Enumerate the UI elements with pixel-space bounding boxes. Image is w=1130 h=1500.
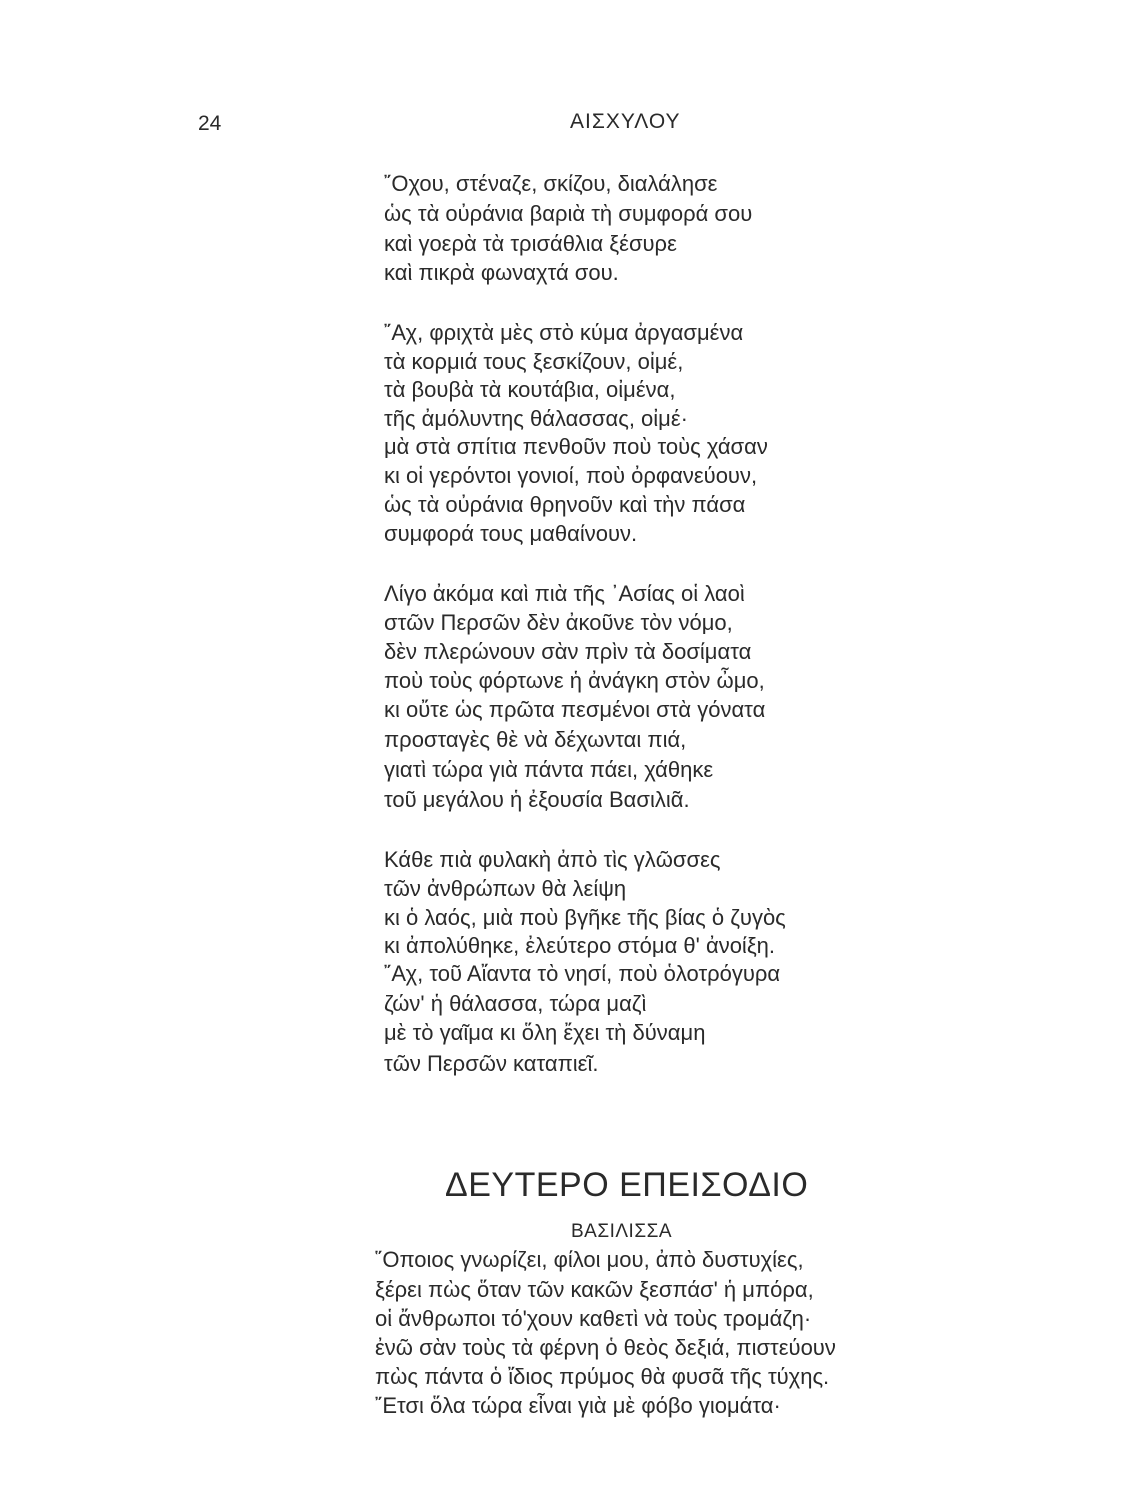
- verse-line: καὶ πικρὰ φωναχτά σου.: [384, 260, 619, 285]
- section-title: ΔΕΥΤΕΡΟ ΕΠΕΙΣΟΔΙΟ: [445, 1166, 809, 1204]
- verse-line: τῶν ἀνθρώπων θὰ λείψη: [384, 876, 627, 901]
- verse-line: ὡς τὰ οὐράνια θρηνοῦν καὶ τὴν πάσα: [384, 492, 746, 517]
- verse-line: ζών' ἡ θάλασσα, τώρα μαζὶ: [384, 991, 647, 1016]
- verse-line: τὰ βουβὰ τὰ κουτάβια, οἰμένα,: [384, 377, 676, 402]
- verse-line: ῎Αχ, φριχτὰ μὲς στὸ κύμα ἀργασμένα: [384, 320, 744, 345]
- verse-line: συμφορά τους μαθαίνουν.: [384, 521, 638, 546]
- verse-line: κι ὁ λαός, μιὰ ποὺ βγῆκε τῆς βίας ὁ ζυγὸς: [384, 905, 786, 930]
- verse-line: ῞Οποιος γνωρίζει, φίλοι μου, ἀπὸ δυστυχίες,: [375, 1247, 804, 1272]
- verse-line: τῶν Περσῶν καταπιεῖ.: [384, 1051, 599, 1076]
- verse-line: κι οὔτε ὡς πρῶτα πεσμένοι στὰ γόνατα: [384, 697, 766, 722]
- running-head: ΑΙΣΧΥΛΟΥ: [570, 110, 681, 133]
- verse-line: ῎Αχ, τοῦ Αἴαντα τὸ νησί, ποὺ ὁλοτρόγυρα: [384, 961, 781, 986]
- verse-line: Κάθε πιὰ φυλακὴ ἀπὸ τὶς γλῶσσες: [384, 847, 721, 872]
- verse-line: γιατὶ τώρα γιὰ πάντα πάει, χάθηκε: [384, 757, 714, 782]
- verse-line: δὲν πλερώνουν σὰν πρὶν τὰ δοσίματα: [384, 639, 752, 664]
- verse-line: κι οἱ γερόντοι γονιοί, ποὺ ὀρφανεύουν,: [384, 463, 758, 488]
- verse-line: τὰ κορμιά τους ξεσκίζουν, οἰμέ,: [384, 349, 684, 374]
- verse-line: στῶν Περσῶν δὲν ἀκοῦνε τὸν νόμο,: [384, 610, 733, 635]
- verse-line: Λίγο ἀκόμα καὶ πιὰ τῆς ᾿Ασίας οἱ λαοὶ: [384, 581, 745, 606]
- verse-line: καὶ γοερὰ τὰ τρισάθλια ξέσυρε: [384, 231, 677, 256]
- verse-line: ῎Οχου, στέναζε, σκίζου, διαλάλησε: [384, 171, 718, 196]
- verse-line: τοῦ μεγάλου ἡ ἐξουσία Βασιλιᾶ.: [384, 787, 690, 812]
- verse-line: μὰ στὰ σπίτια πενθοῦν ποὺ τοὺς χάσαν: [384, 434, 768, 459]
- verse-line: τῆς ἀμόλυντης θάλασσας, οἰμέ·: [384, 406, 688, 431]
- verse-line: κι ἀπολύθηκε, ἐλεύτερο στόμα θ' ἀνοίξη.: [384, 933, 776, 958]
- verse-line: ξέρει πὼς ὅταν τῶν κακῶν ξεσπάσ' ἡ μπόρα,: [375, 1277, 814, 1302]
- verse-line: ποὺ τοὺς φόρτωνε ἡ ἀνάγκη στὸν ὦμο,: [384, 668, 765, 693]
- verse-line: οἱ ἄνθρωποι τό'χουν καθετὶ νὰ τοὺς τρομάζη·: [375, 1306, 812, 1331]
- verse-line: μὲ τὸ γαῖμα κι ὅλη ἔχει τὴ δύναμη: [384, 1020, 706, 1045]
- verse-line: ὡς τὰ οὐράνια βαριὰ τὴ συμφορά σου: [384, 201, 753, 226]
- verse-line: πὼς πάντα ὁ ἴδιος πρύμος θὰ φυσᾶ τῆς τύχης.: [375, 1364, 830, 1389]
- verse-line: προσταγὲς θὲ νὰ δέχωνται πιά,: [384, 727, 687, 752]
- verse-line: ἐνῶ σὰν τοὺς τὰ φέρνη ὁ θεὸς δεξιά, πιστεύουν: [375, 1335, 836, 1360]
- page-number: 24: [198, 112, 222, 135]
- verse-line: ῎Ετσι ὅλα τώρα εἶναι γιὰ μὲ φόβο γιομάτα·: [375, 1393, 781, 1418]
- speaker-name: ΒΑΣΙΛΙΣΣΑ: [571, 1221, 673, 1242]
